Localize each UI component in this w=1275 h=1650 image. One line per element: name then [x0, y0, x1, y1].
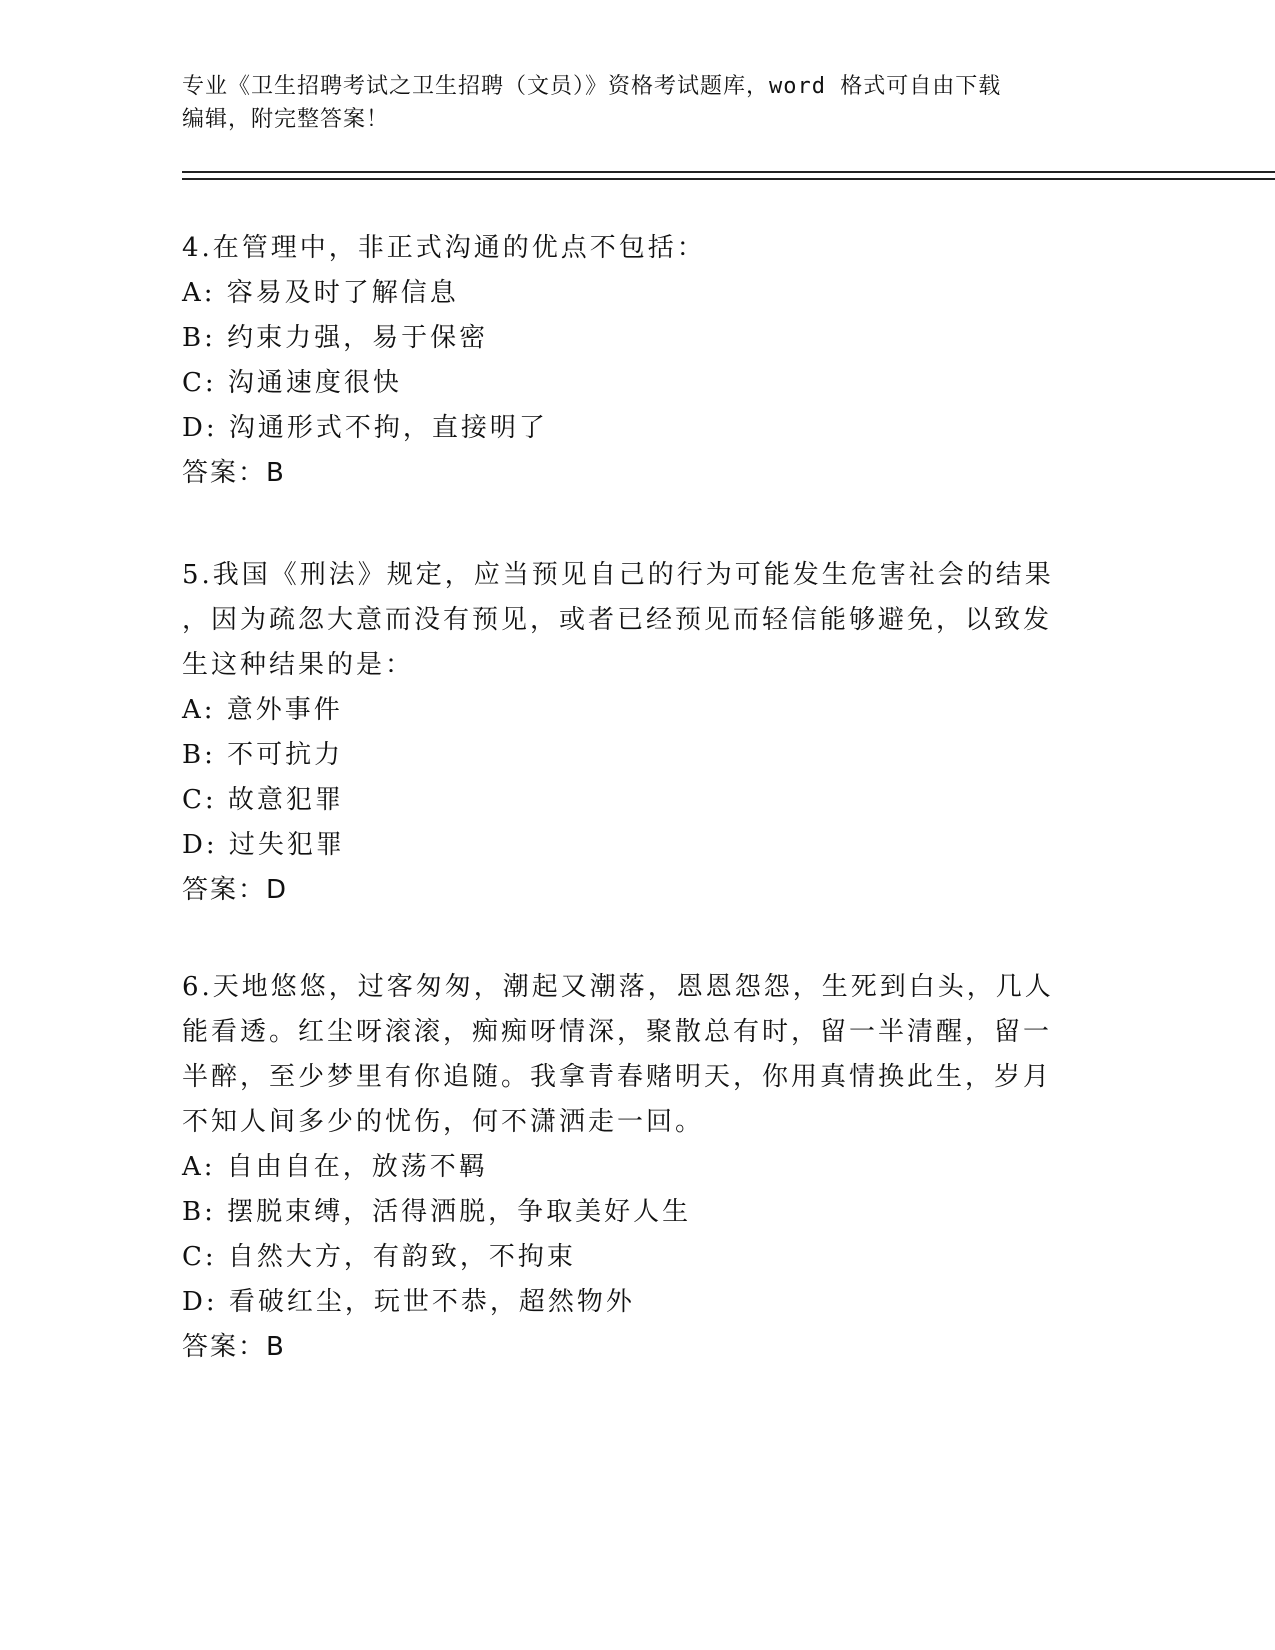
question-6: [182, 965, 1062, 1370]
option-a: A: 容易及时了解信息: [182, 278, 459, 308]
answer-line: 答案：B: [182, 458, 286, 488]
option-c: C: 故意犯罪: [182, 785, 344, 815]
header-divider-top: [182, 171, 1275, 173]
question-stem-line-3: 半醉，至少梦里有你追随。我拿青春赌明天，你用真情换此生，岁月: [182, 1062, 1053, 1092]
header-divider-bottom: [182, 178, 1275, 180]
option-b: B: 约束力强，易于保密: [182, 323, 489, 353]
option-b: B: 不可抗力: [182, 740, 344, 770]
question-stem-line-2: ，因为疏忽大意而没有预见，或者已经预见而轻信能够避免，以致发: [182, 605, 1053, 635]
answer-line: 答案：B: [182, 1332, 286, 1362]
option-d: D: 过失犯罪: [182, 830, 345, 860]
option-d: D: 沟通形式不拘，直接明了: [182, 413, 548, 443]
question-stem-line-3: 生这种结果的是：: [182, 650, 415, 680]
option-a: A: 意外事件: [182, 695, 343, 725]
option-a: A: 自由自在，放荡不羁: [182, 1152, 488, 1182]
question-stem-line-2: 能看透。红尘呀滚滚，痴痴呀情深，聚散总有时，留一半清醒，留一: [182, 1017, 1053, 1047]
question-4: [182, 226, 1062, 496]
question-stem-line-1: 5.我国《刑法》规定，应当预见自己的行为可能发生危害社会的结果: [182, 560, 1054, 590]
question-stem: 4.在管理中，非正式沟通的优点不包括：: [182, 233, 706, 263]
option-b: B: 摆脱束缚，活得洒脱，争取美好人生: [182, 1197, 692, 1227]
answer-line: 答案：D: [182, 875, 289, 905]
option-c: C: 沟通速度很快: [182, 368, 402, 398]
header-line-1: 专业《卫生招聘考试之卫生招聘（文员）》资格考试题库，word 格式可自由下载: [182, 74, 1002, 99]
document-header: [182, 70, 1062, 136]
header-line-2: 编辑，附完整答案！: [182, 107, 390, 132]
question-stem-line-4: 不知人间多少的忧伤，何不潇洒走一回。: [182, 1107, 705, 1137]
question-5: [182, 553, 1062, 913]
question-stem-line-1: 6.天地悠悠，过客匆匆，潮起又潮落，恩恩怨怨，生死到白头，几人: [182, 972, 1054, 1002]
option-d: D: 看破红尘，玩世不恭，超然物外: [182, 1287, 635, 1317]
option-c: C: 自然大方，有韵致，不拘束: [182, 1242, 576, 1272]
